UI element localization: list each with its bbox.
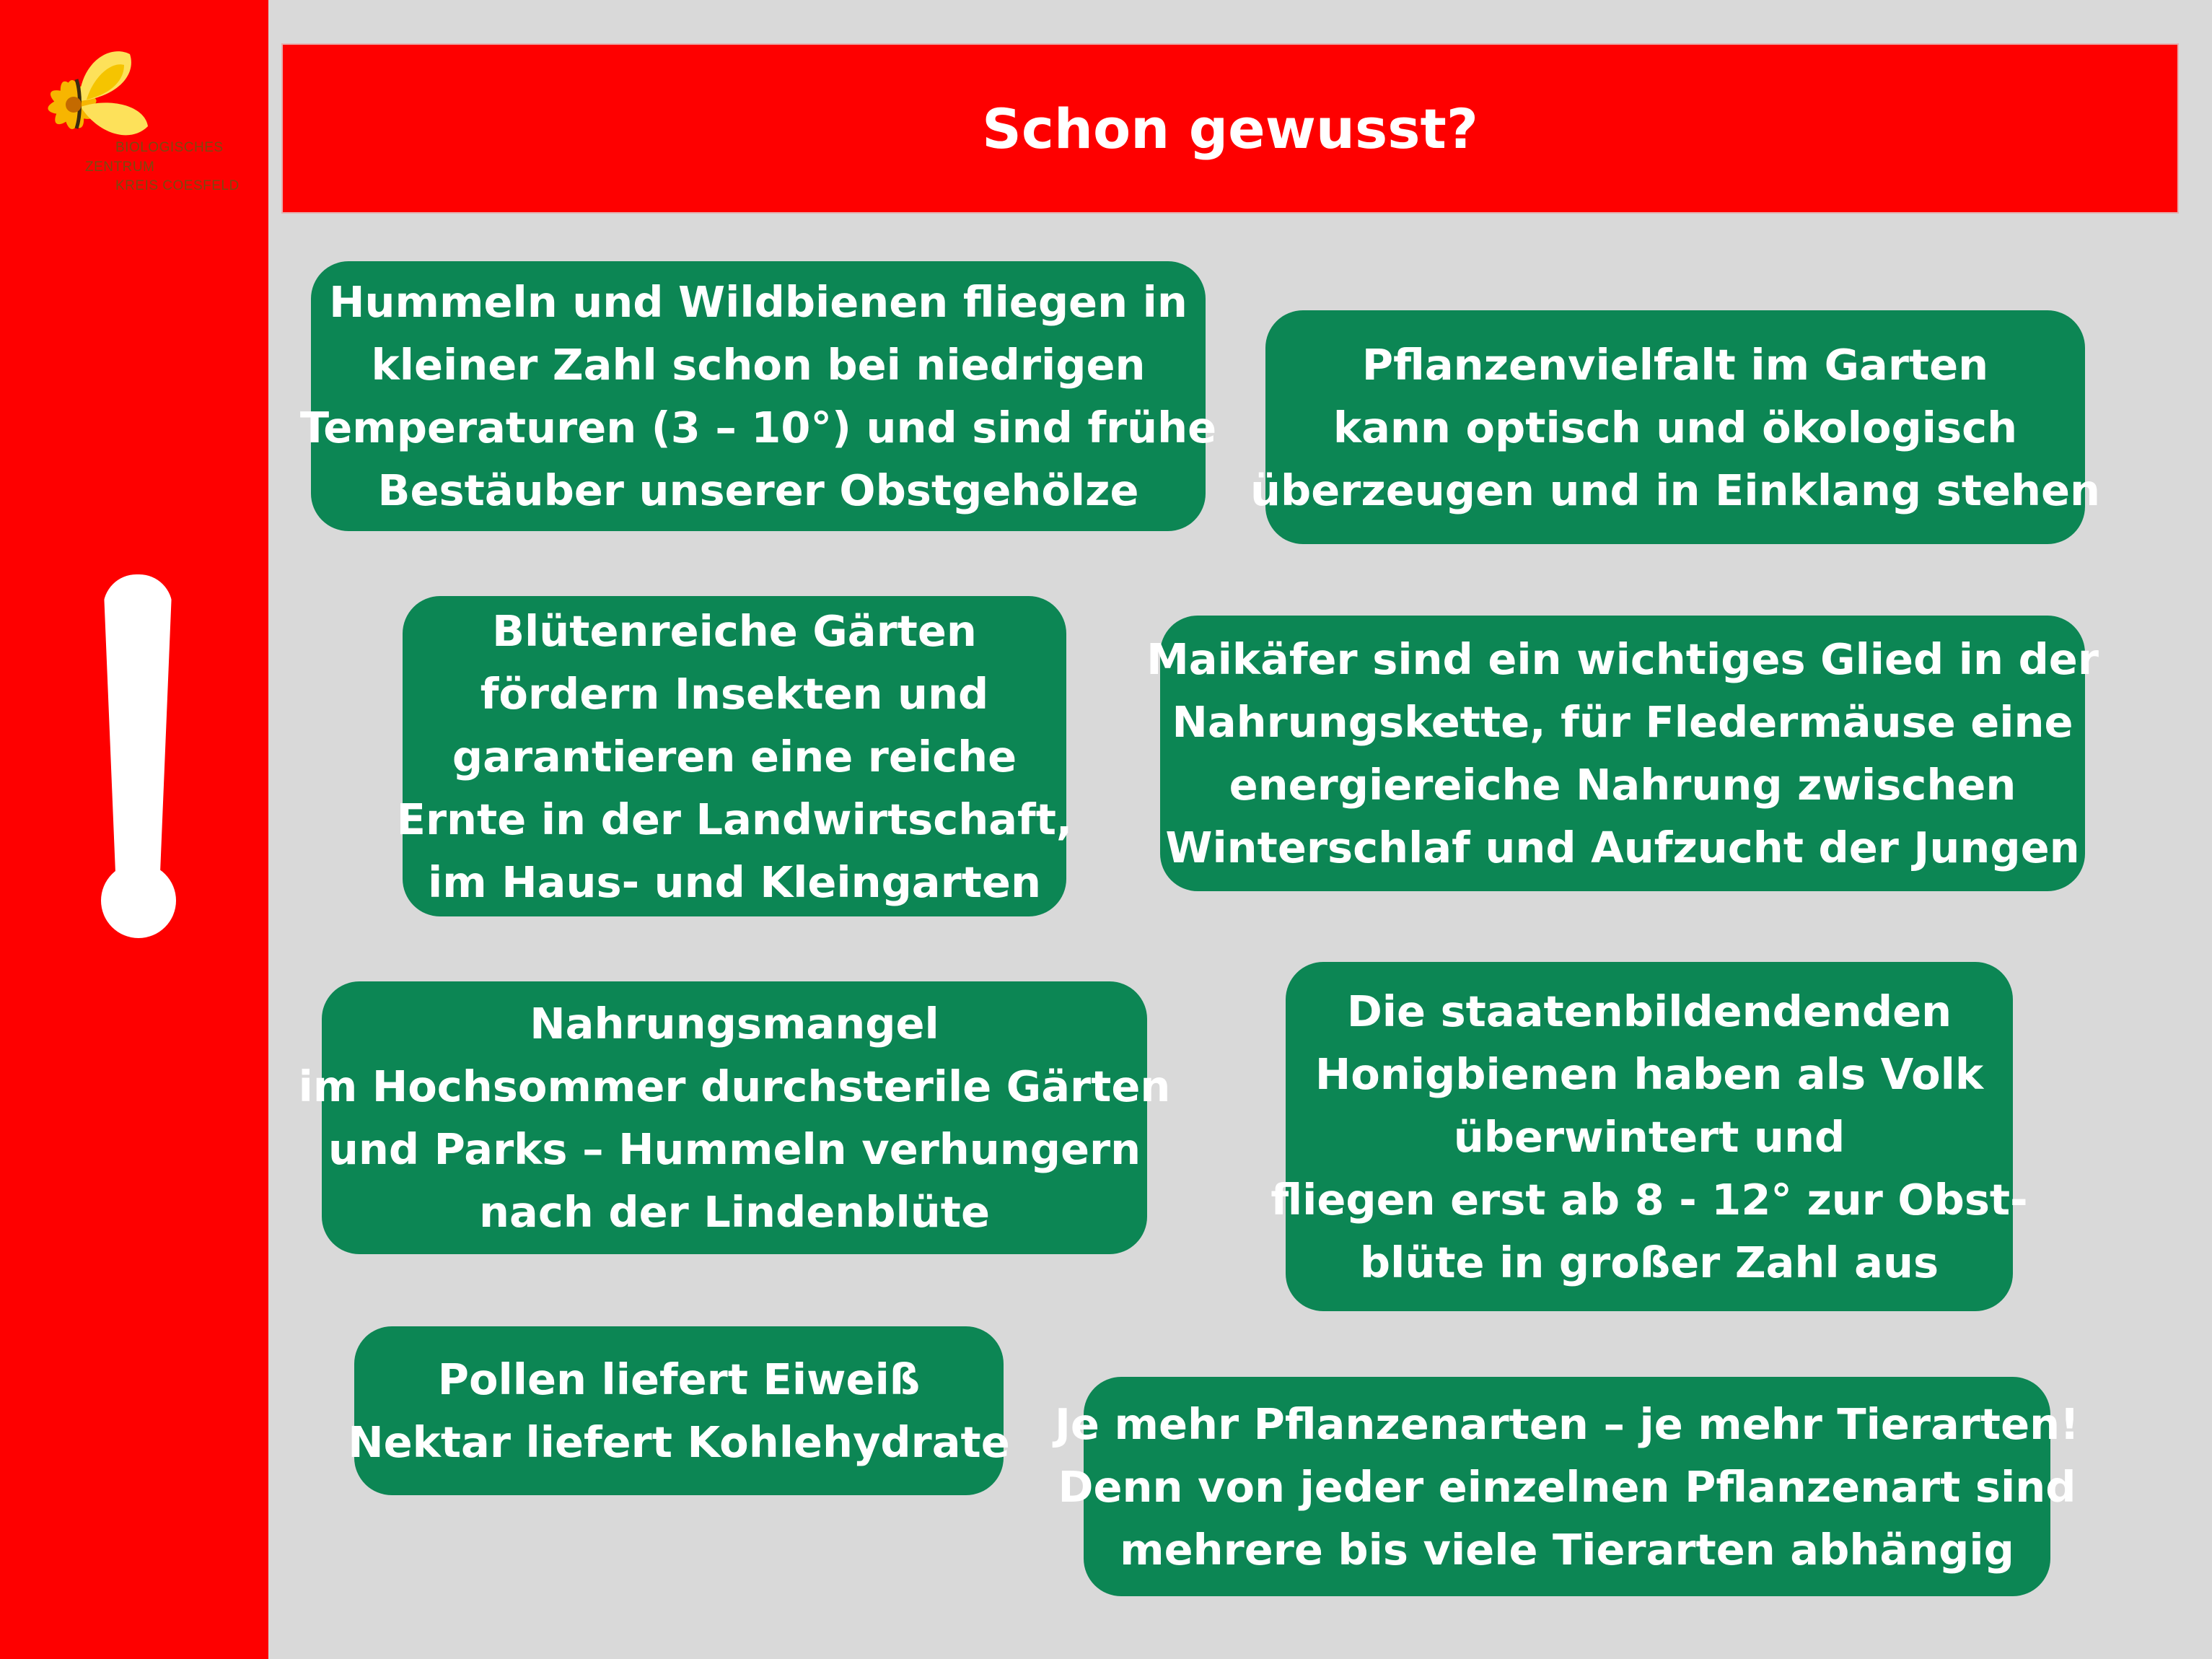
fact-line: Je mehr Pflanzenarten – je mehr Tierarten! [1054,1398,2080,1449]
fact-text [299,992,1171,1243]
fact-line: im Hochsommer durchsterile Gärten [298,1062,1171,1111]
fact-line: fliegen erst ab 8 - 12° zur Obst- [1270,1174,2028,1225]
fact-line: Pflanzenvielfalt im Garten [1361,339,1989,390]
fact-line: Maikäfer sind ein wichtiges Glied in der [1146,634,2099,684]
fact-line: und Parks – Hummeln verhungern [328,1124,1141,1174]
fact-text [1270,980,2027,1294]
fact-line: kann optisch und ökologisch [1333,402,2018,452]
fact-line: Winterschlaf und Aufzucht der Jungen [1165,823,2080,872]
exclamation-dot-icon [101,863,176,938]
fact-line: Nektar liefert Kohlehydrate [348,1417,1010,1467]
fact-card-maikaefer [1146,616,2099,891]
fact-line: fördern Insekten und [480,668,989,719]
logo-text-biologisches: BIOLOGISCHES [115,140,224,155]
fact-text [1146,628,2099,879]
fact-card-pollen-nektar [348,1326,1010,1495]
fact-line: Ernte in der Landwirtschaft, [396,794,1073,844]
fact-card-pflanzenvielfalt [1250,310,2100,544]
fact-line: kleiner Zahl schon bei niedrigen [371,340,1146,390]
fact-line: Blütenreiche Gärten [492,605,977,656]
biologisches-zentrum-logo [29,36,245,202]
sidebar [0,0,268,1659]
fact-card-hummeln [299,261,1217,531]
fact-line: überzeugen und in Einklang stehen [1250,465,2100,515]
fact-line: im Haus- und Kleingarten [428,857,1041,907]
fact-line: Nahrungskette, für Fledermäuse eine [1172,697,2073,747]
fact-line: Nahrungsmangel [530,999,939,1049]
fact-card-pflanzenarten-tierarten [1054,1377,2080,1596]
fact-line: Die staatenbildendenden [1346,986,1952,1036]
fact-line: Hummeln und Wildbienen fliegen in [329,277,1188,327]
logo-text-kreis-coesfeld: KREIS COESFELD [115,178,240,193]
fact-line: Bestäuber unserer Obstgehölze [377,465,1139,515]
fact-text [397,600,1073,914]
fact-text [1250,333,2100,522]
fact-line: mehrere bis viele Tierarten abhängig [1120,1524,2014,1575]
fact-line: blüte in großer Zahl aus [1359,1237,1939,1287]
exclamation-icon [103,574,172,877]
fact-card-honigbienen [1270,962,2028,1311]
fact-text [1055,1393,2079,1581]
page-title: Schon gewusst? [982,96,1478,161]
fact-text [348,1348,1010,1474]
logo-text-zentrum: ZENTRUM [85,159,155,175]
fact-line: Denn von jeder einzelnen Pflanzenart sind [1058,1461,2076,1512]
fact-line: nach der Lindenblüte [479,1187,990,1237]
fact-line: überwintert und [1453,1111,1845,1162]
fact-card-nahrungsmangel [298,981,1171,1254]
fact-card-bluetenreiche-gaerten [396,596,1073,916]
header-banner [281,43,2179,214]
fact-line: energiereiche Nahrung zwischen [1229,760,2016,810]
fact-text [300,271,1216,522]
fact-line: Pollen liefert Eiweiß [437,1354,921,1404]
fact-line: garantieren eine reiche [452,731,1017,782]
fact-line: Temperaturen (3 – 10°) und sind frühe [299,403,1217,452]
fact-line: Honigbienen haben als Volk [1315,1049,1984,1099]
